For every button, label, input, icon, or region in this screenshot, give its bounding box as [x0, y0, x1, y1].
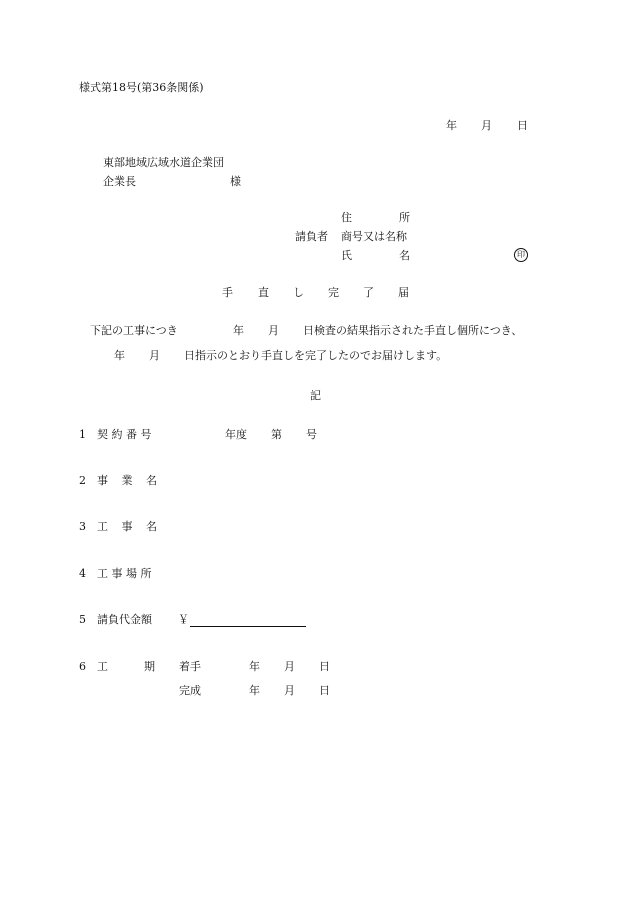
dai-label: 第 — [271, 428, 282, 441]
form-number: 様式第18号(第36条関係) — [79, 81, 204, 94]
item-number: 6 — [79, 660, 86, 673]
body-line1-a: 下記の工事につき — [90, 324, 178, 337]
fiscal-year-label: 年度 — [225, 428, 247, 441]
finish-month-label: 月 — [284, 684, 295, 697]
finish-label: 完成 — [179, 684, 201, 697]
construction-site-label: 工 事 場 所 — [97, 567, 152, 580]
contract-number-label: 契 約 番 号 — [97, 428, 152, 441]
doc-title-char: 了 — [363, 286, 374, 299]
item-number: 2 — [79, 474, 86, 487]
ki-heading: 記 — [310, 389, 321, 402]
seal-mark — [514, 248, 528, 262]
finish-day-label: 日 — [319, 684, 330, 697]
body-line1-month: 月 — [268, 324, 279, 337]
construction-name-label: 工 事 名 — [97, 520, 157, 533]
date-month-label: 月 — [481, 119, 492, 132]
recipient-org: 東部地域広域水道企業団 — [103, 156, 224, 169]
period-label-1: 工 — [97, 660, 108, 673]
name-label-2: 名 — [399, 249, 410, 262]
amount-underline — [190, 626, 306, 627]
address-label-2: 所 — [399, 211, 410, 224]
body-line1-rest: 日検査の結果指示された手直し個所につき、 — [303, 324, 523, 337]
item-number: 3 — [79, 520, 86, 533]
contract-amount-label: 請負代金額 — [97, 613, 152, 626]
seal-icon: 印 — [514, 248, 528, 262]
item-number: 1 — [79, 428, 86, 441]
start-day-label: 日 — [319, 660, 330, 673]
company-name-label: 商号又は名称 — [341, 230, 407, 243]
recipient-honorific: 様 — [230, 175, 241, 188]
project-name-label: 事 業 名 — [97, 474, 157, 487]
item-number: 5 — [79, 613, 86, 626]
finish-year-label: 年 — [249, 684, 260, 697]
doc-title-char: 届 — [398, 286, 409, 299]
doc-title-char: し — [293, 286, 304, 299]
body-line2-year: 年 — [114, 349, 125, 362]
recipient-title: 企業長 — [103, 175, 136, 188]
period-label-2: 期 — [144, 660, 155, 673]
doc-title-char: 直 — [258, 286, 269, 299]
yen-symbol: ￥ — [178, 613, 189, 626]
name-label-1: 氏 — [341, 249, 352, 262]
body-line2-month: 月 — [149, 349, 160, 362]
go-label: 号 — [306, 428, 317, 441]
address-label-1: 住 — [341, 211, 352, 224]
doc-title-char: 完 — [328, 286, 339, 299]
contractor-label: 請負者 — [295, 230, 328, 243]
start-label: 着手 — [179, 660, 201, 673]
start-month-label: 月 — [284, 660, 295, 673]
item-number: 4 — [79, 567, 86, 580]
doc-title-char: 手 — [222, 286, 233, 299]
body-line1-year: 年 — [233, 324, 244, 337]
start-year-label: 年 — [249, 660, 260, 673]
date-day-label: 日 — [517, 119, 528, 132]
body-line2-rest: 日指示のとおり手直しを完了したのでお届けします。 — [184, 349, 448, 362]
date-year-label: 年 — [446, 119, 457, 132]
